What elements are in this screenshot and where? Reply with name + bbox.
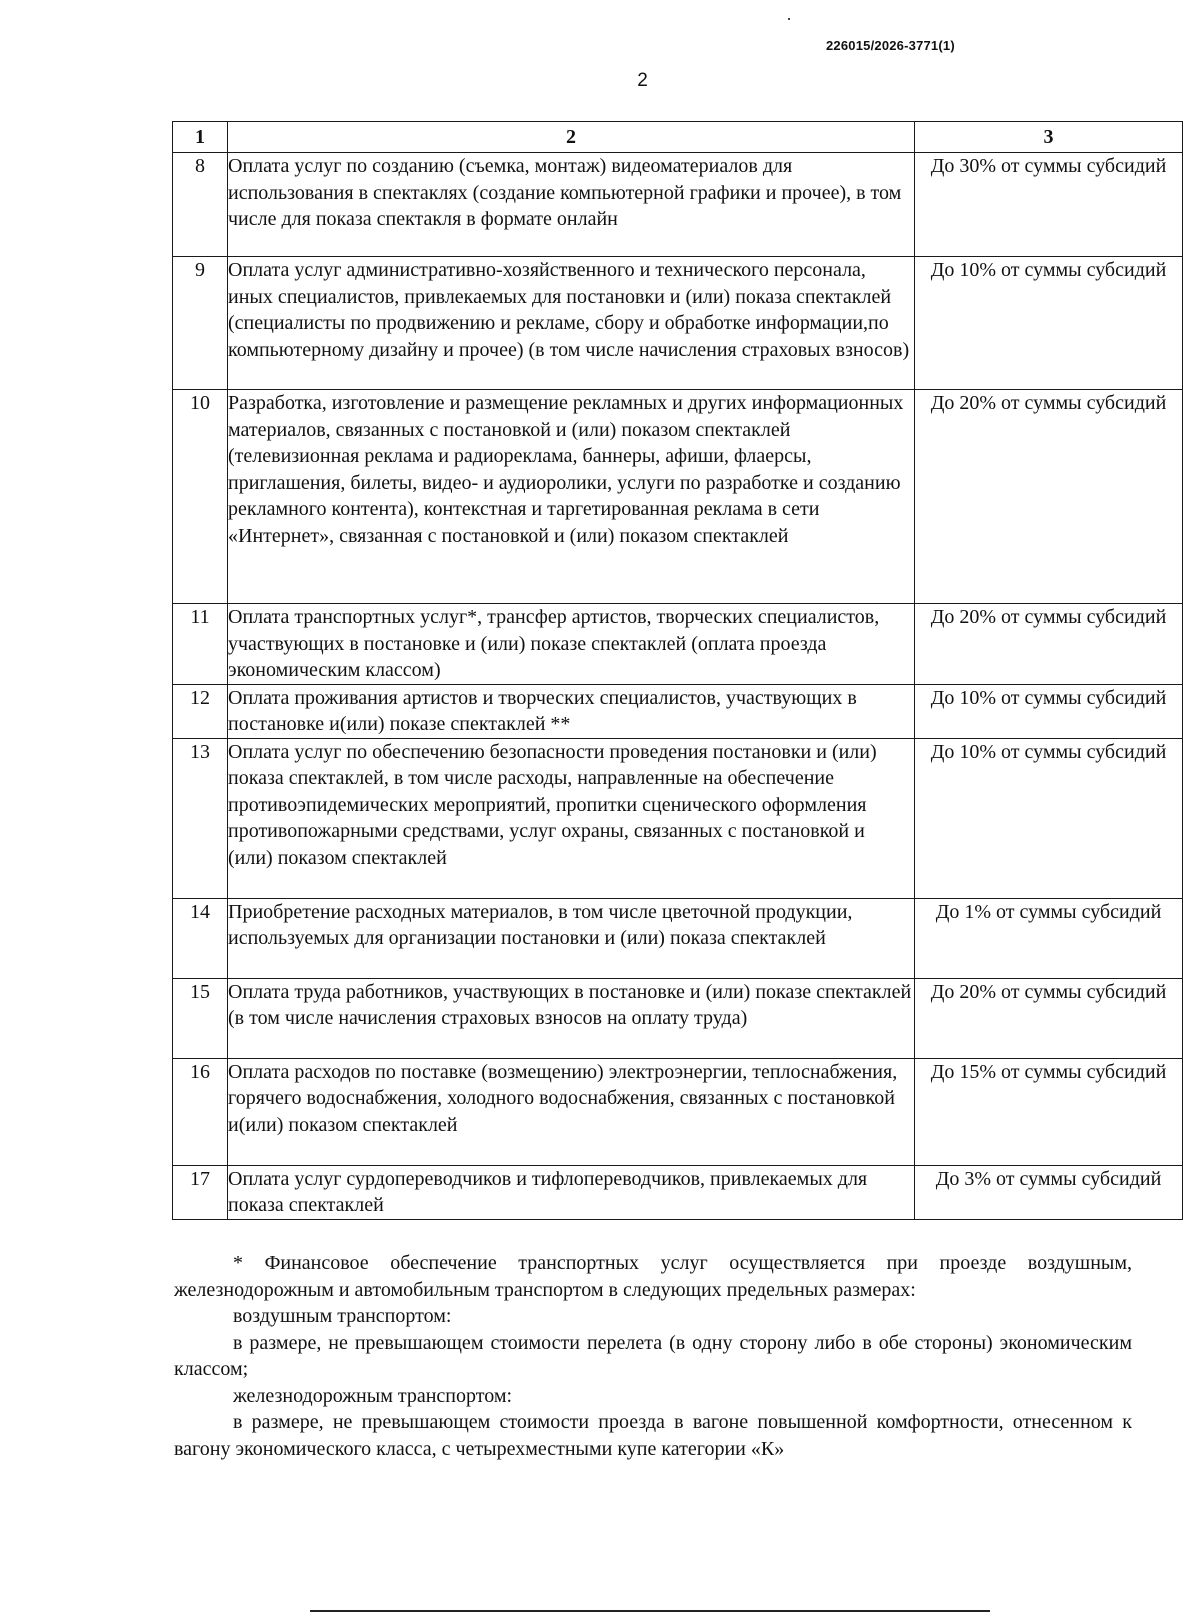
footnote-paragraph: в размере, не превышающем стоимости проезда в вагоне повышенной комфортности, отнесенном к вагону экономического класса, с четырехместными купе категории «К»: [174, 1411, 1132, 1460]
table-row: [173, 390, 1183, 604]
table-row: [173, 898, 1183, 978]
row-number: 16: [173, 1058, 228, 1165]
row-number: 13: [173, 738, 228, 898]
table-row: [173, 604, 1183, 685]
expense-table: [172, 121, 1183, 1220]
row-limit: До 1% от суммы субсидий: [915, 898, 1183, 978]
row-limit: До 20% от суммы субсидий: [915, 390, 1183, 604]
footnote-transport: [174, 1250, 1132, 1462]
row-number: 10: [173, 390, 228, 604]
table-row: [173, 1165, 1183, 1219]
row-limit: До 10% от суммы субсидий: [915, 738, 1183, 898]
footnote-paragraph: железнодорожным транспортом:: [233, 1384, 513, 1407]
row-description: Оплата труда работников, участвующих в постановке и (или) показе спектаклей (в том числе начисления страховых взносов на оплату труда): [228, 978, 915, 1058]
table-header-row: [173, 122, 1183, 153]
row-number: 8: [173, 153, 228, 257]
footnote-paragraph: в размере, не превышающем стоимости перелета (в одну сторону либо в обе стороны) экономическим классом;: [174, 1331, 1132, 1380]
row-limit: До 15% от суммы субсидий: [915, 1058, 1183, 1165]
row-description: Оплата услуг по созданию (съемка, монтаж) видеоматериалов для использования в спектаклях (создание компьютерной графики и прочее), в том числе для показа спектакля в формате онлайн: [228, 153, 915, 257]
row-description: Оплата услуг по обеспечению безопасности проведения постановки и (или) показа спектаклей, в том числе расходы, направленные на обеспечение противоэпидемических мероприятий, пропитки сценического оформления противопожарными средствами, услуг охраны, связанных с постановкой и (или) показом спектаклей: [228, 738, 915, 898]
scan-speck: [788, 18, 790, 20]
row-description: Оплата услуг административно-хозяйственного и технического персонала, иных специалистов, привлекаемых для постановки и (или) показа спектаклей (специалисты по продвижению и рекламе, сбору и обработке информации,по компьютерному дизайну и прочее) (в том числе начисления страховых взносов): [228, 257, 915, 390]
footnote-paragraph: * Финансовое обеспечение транспортных услуг осуществляется при проезде воздушным, железнодорожным и автомобильным транспортом в следующих предельных размерах:: [174, 1252, 1132, 1301]
row-number: 12: [173, 684, 228, 738]
row-limit: До 20% от суммы субсидий: [915, 978, 1183, 1058]
row-number: 14: [173, 898, 228, 978]
row-limit: До 10% от суммы субсидий: [915, 684, 1183, 738]
row-number: 15: [173, 978, 228, 1058]
table-row: [173, 153, 1183, 257]
table-row: [173, 257, 1183, 390]
row-description: Оплата проживания артистов и творческих специалистов, участвующих в постановке и(или) показе спектаклей **: [228, 684, 915, 738]
row-description: Разработка, изготовление и размещение рекламных и других информационных материалов, связанных с постановкой и (или) показом спектаклей (телевизионная реклама и радиореклама, баннеры, афиши, флаерсы, приглашения, билеты, видео- и аудиоролики, услуги по разработке и созданию рекламного контента), контекстная и таргетированная реклама в сети «Интернет», связанная с постановкой и (или) показом спектаклей: [228, 390, 915, 604]
column-header-3: 3: [915, 122, 1183, 153]
row-description: Оплата услуг сурдопереводчиков и тифлопереводчиков, привлекаемых для показа спектаклей: [228, 1165, 915, 1219]
document-id: 226015/2026-3771(1): [826, 38, 955, 53]
row-limit: До 20% от суммы субсидий: [915, 604, 1183, 685]
row-number: 11: [173, 604, 228, 685]
table-row: [173, 738, 1183, 898]
row-description: Приобретение расходных материалов, в том числе цветочной продукции, используемых для организации постановки и (или) показа спектаклей: [228, 898, 915, 978]
table-row: [173, 684, 1183, 738]
column-header-1: 1: [173, 122, 228, 153]
row-limit: До 3% от суммы субсидий: [915, 1165, 1183, 1219]
row-description: Оплата транспортных услуг*, трансфер артистов, творческих специалистов, участвующих в постановке и (или) показе спектаклей (оплата проезда экономическим классом): [228, 604, 915, 685]
row-number: 17: [173, 1165, 228, 1219]
row-number: 9: [173, 257, 228, 390]
bottom-rule-divider: [310, 1610, 990, 1612]
footnote-paragraph: воздушным транспортом:: [233, 1305, 452, 1327]
row-limit: До 30% от суммы субсидий: [915, 153, 1183, 257]
column-header-2: 2: [228, 122, 915, 153]
row-description: Оплата расходов по поставке (возмещению) электроэнергии, теплоснабжения, горячего водоснабжения, холодного водоснабжения, связанных с постановкой и(или) показом спектаклей: [228, 1058, 915, 1165]
row-limit: До 10% от суммы субсидий: [915, 257, 1183, 390]
table-row: [173, 978, 1183, 1058]
page-number: 2: [637, 70, 648, 91]
table-row: [173, 1058, 1183, 1165]
